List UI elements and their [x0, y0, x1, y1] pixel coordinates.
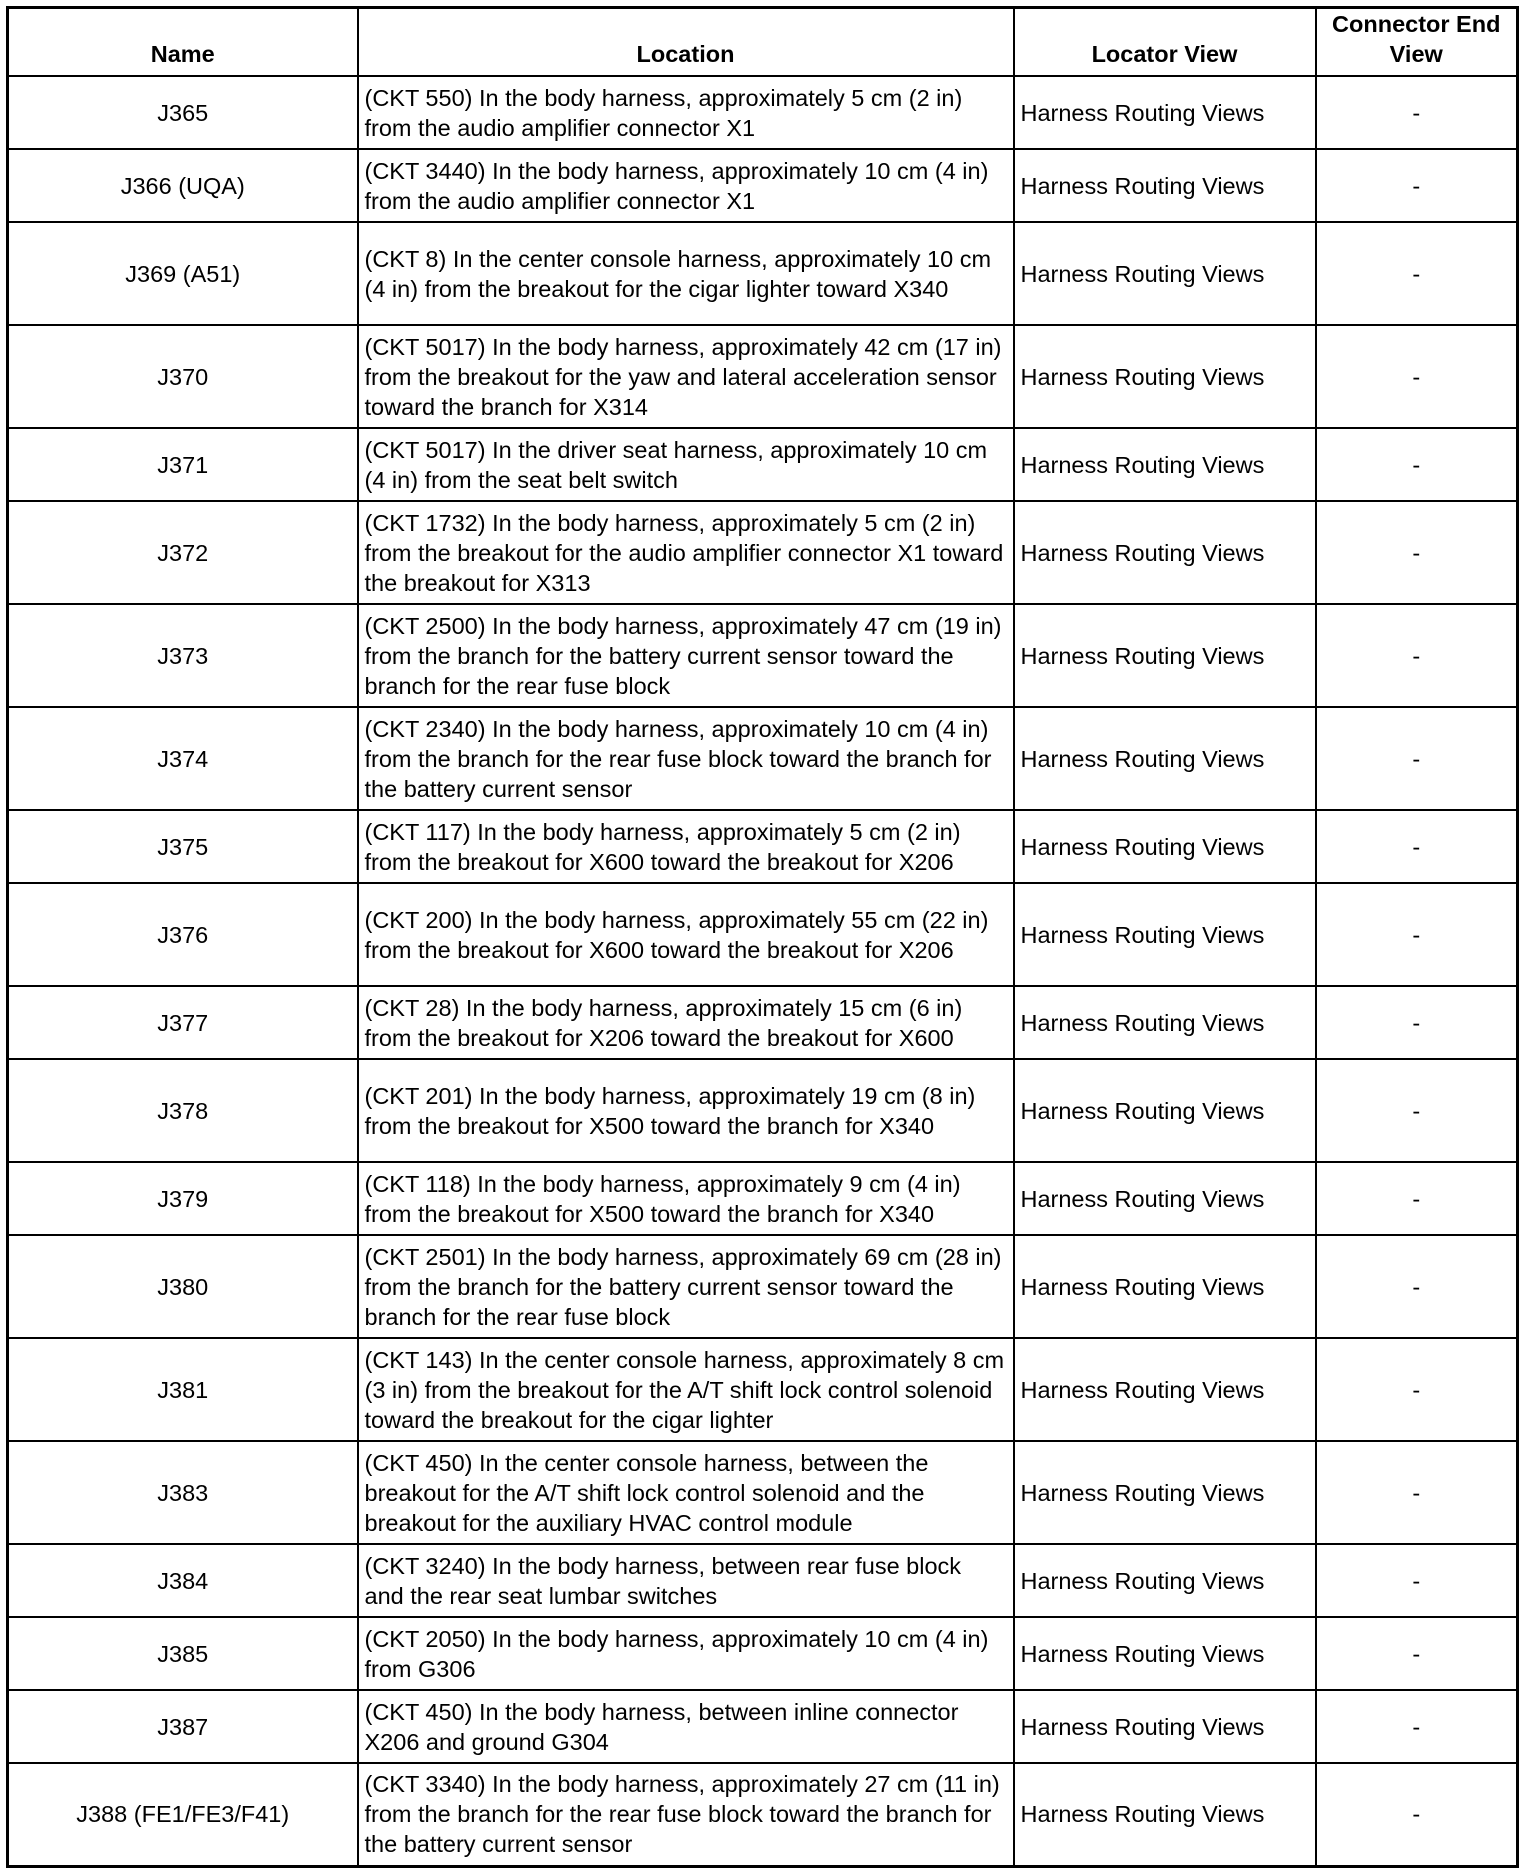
- table-row: [8, 1059, 1518, 1162]
- splice-name-cell: J379: [8, 1162, 358, 1235]
- locator-view-cell: Harness Routing Views: [1014, 149, 1316, 222]
- table-row: [8, 810, 1518, 883]
- splice-pack-table: [6, 6, 1519, 1868]
- splice-name-cell: J370: [8, 325, 358, 428]
- table-row: [8, 986, 1518, 1059]
- location-cell: (CKT 2500) In the body harness, approximately 47 cm (19 in) from the branch for the battery current sensor toward the branch for the rear fuse block: [358, 604, 1014, 707]
- table-row: [8, 707, 1518, 810]
- locator-view-cell: Harness Routing Views: [1014, 1617, 1316, 1690]
- column-header-location: Location: [358, 8, 1014, 77]
- splice-name-cell: J380: [8, 1235, 358, 1338]
- splice-name-cell: J378: [8, 1059, 358, 1162]
- table-row: [8, 428, 1518, 501]
- connector-end-view-cell: -: [1316, 1763, 1518, 1866]
- table-row: [8, 76, 1518, 149]
- table-row: [8, 1441, 1518, 1544]
- location-cell: (CKT 1732) In the body harness, approximately 5 cm (2 in) from the breakout for the audio amplifier connector X1 toward the breakout for X313: [358, 501, 1014, 604]
- locator-view-cell: Harness Routing Views: [1014, 76, 1316, 149]
- connector-end-view-cell: -: [1316, 1338, 1518, 1441]
- location-cell: (CKT 5017) In the driver seat harness, approximately 10 cm (4 in) from the seat belt switch: [358, 428, 1014, 501]
- splice-name-cell: J377: [8, 986, 358, 1059]
- location-cell: (CKT 3340) In the body harness, approximately 27 cm (11 in) from the branch for the rear fuse block toward the branch for the battery current sensor: [358, 1763, 1014, 1866]
- connector-end-view-cell: -: [1316, 707, 1518, 810]
- location-cell: (CKT 28) In the body harness, approximately 15 cm (6 in) from the breakout for X206 toward the breakout for X600: [358, 986, 1014, 1059]
- location-cell: (CKT 200) In the body harness, approximately 55 cm (22 in) from the breakout for X600 toward the breakout for X206: [358, 883, 1014, 986]
- table-row: [8, 501, 1518, 604]
- column-header-locator-view: Locator View: [1014, 8, 1316, 77]
- column-header-connector-end-view: Connector End View: [1316, 8, 1518, 77]
- connector-end-view-cell: -: [1316, 1441, 1518, 1544]
- location-cell: (CKT 450) In the body harness, between inline connector X206 and ground G304: [358, 1690, 1014, 1763]
- connector-end-view-cell: -: [1316, 1059, 1518, 1162]
- connector-end-view-cell: -: [1316, 604, 1518, 707]
- splice-name-cell: J372: [8, 501, 358, 604]
- locator-view-cell: Harness Routing Views: [1014, 604, 1316, 707]
- location-cell: (CKT 2340) In the body harness, approximately 10 cm (4 in) from the branch for the rear fuse block toward the branch for the battery current sensor: [358, 707, 1014, 810]
- connector-end-view-cell: -: [1316, 1617, 1518, 1690]
- connector-end-view-cell: -: [1316, 1162, 1518, 1235]
- connector-end-view-cell: -: [1316, 883, 1518, 986]
- splice-name-cell: J381: [8, 1338, 358, 1441]
- table-row: [8, 1235, 1518, 1338]
- table-row: [8, 1544, 1518, 1617]
- connector-end-view-cell: -: [1316, 1544, 1518, 1617]
- column-header-name: Name: [8, 8, 358, 77]
- connector-end-view-cell: -: [1316, 810, 1518, 883]
- location-cell: (CKT 118) In the body harness, approximately 9 cm (4 in) from the breakout for X500 toward the branch for X340: [358, 1162, 1014, 1235]
- locator-view-cell: Harness Routing Views: [1014, 325, 1316, 428]
- locator-view-cell: Harness Routing Views: [1014, 810, 1316, 883]
- locator-view-cell: Harness Routing Views: [1014, 1763, 1316, 1866]
- connector-end-view-cell: -: [1316, 428, 1518, 501]
- connector-end-view-cell: -: [1316, 222, 1518, 325]
- table-row: [8, 1690, 1518, 1763]
- location-cell: (CKT 550) In the body harness, approximately 5 cm (2 in) from the audio amplifier connector X1: [358, 76, 1014, 149]
- table-row: [8, 1617, 1518, 1690]
- splice-name-cell: J388 (FE1/FE3/F41): [8, 1763, 358, 1866]
- location-cell: (CKT 143) In the center console harness, approximately 8 cm (3 in) from the breakout for the A/T shift lock control solenoid toward the breakout for the cigar lighter: [358, 1338, 1014, 1441]
- location-cell: (CKT 201) In the body harness, approximately 19 cm (8 in) from the breakout for X500 toward the branch for X340: [358, 1059, 1014, 1162]
- location-cell: (CKT 8) In the center console harness, approximately 10 cm (4 in) from the breakout for the cigar lighter toward X340: [358, 222, 1014, 325]
- locator-view-cell: Harness Routing Views: [1014, 222, 1316, 325]
- splice-name-cell: J376: [8, 883, 358, 986]
- table-header: [8, 8, 1518, 77]
- connector-end-view-cell: -: [1316, 1690, 1518, 1763]
- location-cell: (CKT 3240) In the body harness, between rear fuse block and the rear seat lumbar switches: [358, 1544, 1014, 1617]
- splice-name-cell: J373: [8, 604, 358, 707]
- locator-view-cell: Harness Routing Views: [1014, 1338, 1316, 1441]
- splice-name-cell: J375: [8, 810, 358, 883]
- table-body: [8, 76, 1518, 1866]
- locator-view-cell: Harness Routing Views: [1014, 1690, 1316, 1763]
- connector-end-view-cell: -: [1316, 986, 1518, 1059]
- location-cell: (CKT 2501) In the body harness, approximately 69 cm (28 in) from the branch for the battery current sensor toward the branch for the rear fuse block: [358, 1235, 1014, 1338]
- connector-end-view-cell: -: [1316, 76, 1518, 149]
- connector-end-view-cell: -: [1316, 149, 1518, 222]
- table-row: [8, 1162, 1518, 1235]
- locator-view-cell: Harness Routing Views: [1014, 986, 1316, 1059]
- location-cell: (CKT 5017) In the body harness, approximately 42 cm (17 in) from the breakout for the yaw and lateral acceleration sensor toward the branch for X314: [358, 325, 1014, 428]
- locator-view-cell: Harness Routing Views: [1014, 501, 1316, 604]
- table-row: [8, 149, 1518, 222]
- header-row: [8, 8, 1518, 77]
- locator-view-cell: Harness Routing Views: [1014, 1544, 1316, 1617]
- splice-name-cell: J385: [8, 1617, 358, 1690]
- table-row: [8, 1763, 1518, 1866]
- location-cell: (CKT 117) In the body harness, approximately 5 cm (2 in) from the breakout for X600 toward the breakout for X206: [358, 810, 1014, 883]
- locator-view-cell: Harness Routing Views: [1014, 707, 1316, 810]
- locator-view-cell: Harness Routing Views: [1014, 428, 1316, 501]
- location-cell: (CKT 3440) In the body harness, approximately 10 cm (4 in) from the audio amplifier connector X1: [358, 149, 1014, 222]
- splice-name-cell: J371: [8, 428, 358, 501]
- splice-name-cell: J383: [8, 1441, 358, 1544]
- locator-view-cell: Harness Routing Views: [1014, 1162, 1316, 1235]
- table-row: [8, 1338, 1518, 1441]
- splice-name-cell: J366 (UQA): [8, 149, 358, 222]
- table-row: [8, 604, 1518, 707]
- locator-view-cell: Harness Routing Views: [1014, 1235, 1316, 1338]
- locator-view-cell: Harness Routing Views: [1014, 1059, 1316, 1162]
- locator-view-cell: Harness Routing Views: [1014, 1441, 1316, 1544]
- splice-name-cell: J369 (A51): [8, 222, 358, 325]
- splice-name-cell: J387: [8, 1690, 358, 1763]
- locator-view-cell: Harness Routing Views: [1014, 883, 1316, 986]
- splice-name-cell: J374: [8, 707, 358, 810]
- table-row: [8, 883, 1518, 986]
- location-cell: (CKT 2050) In the body harness, approximately 10 cm (4 in) from G306: [358, 1617, 1014, 1690]
- splice-name-cell: J384: [8, 1544, 358, 1617]
- connector-end-view-cell: -: [1316, 1235, 1518, 1338]
- splice-name-cell: J365: [8, 76, 358, 149]
- connector-end-view-cell: -: [1316, 325, 1518, 428]
- location-cell: (CKT 450) In the center console harness, between the breakout for the A/T shift lock control solenoid and the breakout for the auxiliary HVAC control module: [358, 1441, 1014, 1544]
- table-row: [8, 325, 1518, 428]
- connector-end-view-cell: -: [1316, 501, 1518, 604]
- table-row: [8, 222, 1518, 325]
